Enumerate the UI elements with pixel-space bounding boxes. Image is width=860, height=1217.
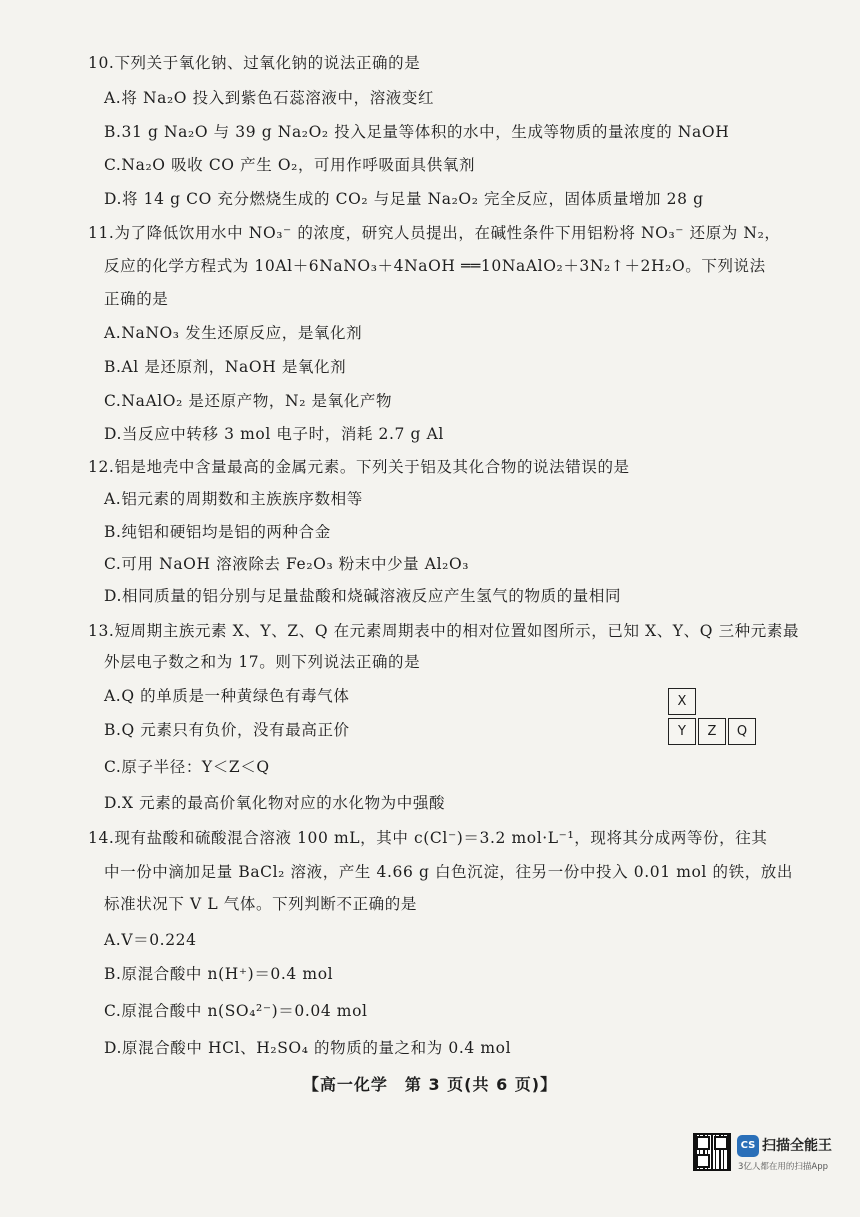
scanner-brand: 扫描全能王 <box>762 1138 832 1154</box>
q13-option-d: D.X 元素的最高价氧化物对应的水化物为中强酸 <box>104 794 446 812</box>
q12-stem: 12.铝是地壳中含量最高的金属元素。下列关于铝及其化合物的说法错误的是 <box>88 458 630 476</box>
cell-x: X <box>668 688 696 715</box>
q13-stem-line1: 13.短周期主族元素 X、Y、Z、Q 在元素周期表中的相对位置如图所示，已知 X、Y、Q 三种元素最 <box>88 622 800 640</box>
q14-option-c: C.原混合酸中 n(SO₄²⁻)＝0.04 mol <box>104 1002 368 1020</box>
q11-option-c: C.NaAlO₂ 是还原产物，N₂ 是氧化产物 <box>104 392 393 410</box>
q13-option-a: A.Q 的单质是一种黄绿色有毒气体 <box>104 687 350 705</box>
q11-option-d: D.当反应中转移 3 mol 电子时，消耗 2.7 g Al <box>104 425 444 443</box>
q14-option-d: D.原混合酸中 HCl、H₂SO₄ 的物质的量之和为 0.4 mol <box>104 1039 512 1057</box>
q12-option-d: D.相同质量的铝分别与足量盐酸和烧碱溶液反应产生氢气的物质的量相同 <box>104 587 622 605</box>
cell-y: Y <box>668 718 696 745</box>
q14-option-b: B.原混合酸中 n(H⁺)＝0.4 mol <box>104 965 334 983</box>
q10-option-b: B.31 g Na₂O 与 39 g Na₂O₂ 投入足量等体积的水中，生成等物质的量浓度的 NaOH <box>104 123 730 141</box>
q10-stem: 10.下列关于氧化钠、过氧化钠的说法正确的是 <box>88 54 421 72</box>
q12-option-a: A.铝元素的周期数和主族族序数相等 <box>104 490 363 508</box>
q14-stem-line2: 中一份中滴加足量 BaCl₂ 溶液，产生 4.66 g 白色沉淀，往另一份中投入 0.01 mol 的铁，放出 <box>104 863 794 881</box>
q10-option-a: A.将 Na₂O 投入到紫色石蕊溶液中，溶液变红 <box>104 89 435 107</box>
qr-code-icon <box>693 1133 731 1171</box>
q13-option-c: C.原子半径：Y＜Z＜Q <box>104 758 270 776</box>
periodic-table-fragment <box>668 688 758 746</box>
q10-option-c: C.Na₂O 吸收 CO 产生 O₂，可用作呼吸面具供氧剂 <box>104 156 476 174</box>
q11-stem-line1: 11.为了降低饮用水中 NO₃⁻ 的浓度，研究人员提出，在碱性条件下用铝粉将 NO₃⁻ 还原为 N₂， <box>88 224 781 242</box>
q12-option-b: B.纯铝和硬铝均是铝的两种合金 <box>104 523 331 541</box>
cell-z: Z <box>698 718 726 745</box>
camscanner-logo: CS <box>737 1135 759 1157</box>
page-footer: 【高一化学 第 3 页(共 6 页)】 <box>302 1075 558 1094</box>
q11-stem-line2: 反应的化学方程式为 10Al＋6NaNO₃＋4NaOH ══10NaAlO₂＋3N₂↑＋2H₂O。下列说法 <box>104 257 766 275</box>
q14-option-a: A.V＝0.224 <box>104 931 197 949</box>
scanner-tagline: 3亿人都在用的扫描App <box>738 1162 829 1172</box>
q12-option-c: C.可用 NaOH 溶液除去 Fe₂O₃ 粉末中少量 Al₂O₃ <box>104 555 470 573</box>
q11-option-b: B.Al 是还原剂，NaOH 是氧化剂 <box>104 358 347 376</box>
q13-stem-line2: 外层电子数之和为 17。则下列说法正确的是 <box>104 653 421 671</box>
q10-option-d: D.将 14 g CO 充分燃烧生成的 CO₂ 与足量 Na₂O₂ 完全反应，固体质量增加 28 g <box>104 190 704 208</box>
q11-stem-line3: 正确的是 <box>104 290 169 308</box>
cell-q: Q <box>728 718 756 745</box>
q13-option-b: B.Q 元素只有负价，没有最高正价 <box>104 721 350 739</box>
q14-stem-line1: 14.现有盐酸和硫酸混合溶液 100 mL，其中 c(Cl⁻)＝3.2 mol·L⁻¹，现将其分成两等份，往其 <box>88 829 768 847</box>
q14-stem-line3: 标准状况下 V L 气体。下列判断不正确的是 <box>104 895 417 913</box>
q11-option-a: A.NaNO₃ 发生还原反应，是氧化剂 <box>104 324 363 342</box>
